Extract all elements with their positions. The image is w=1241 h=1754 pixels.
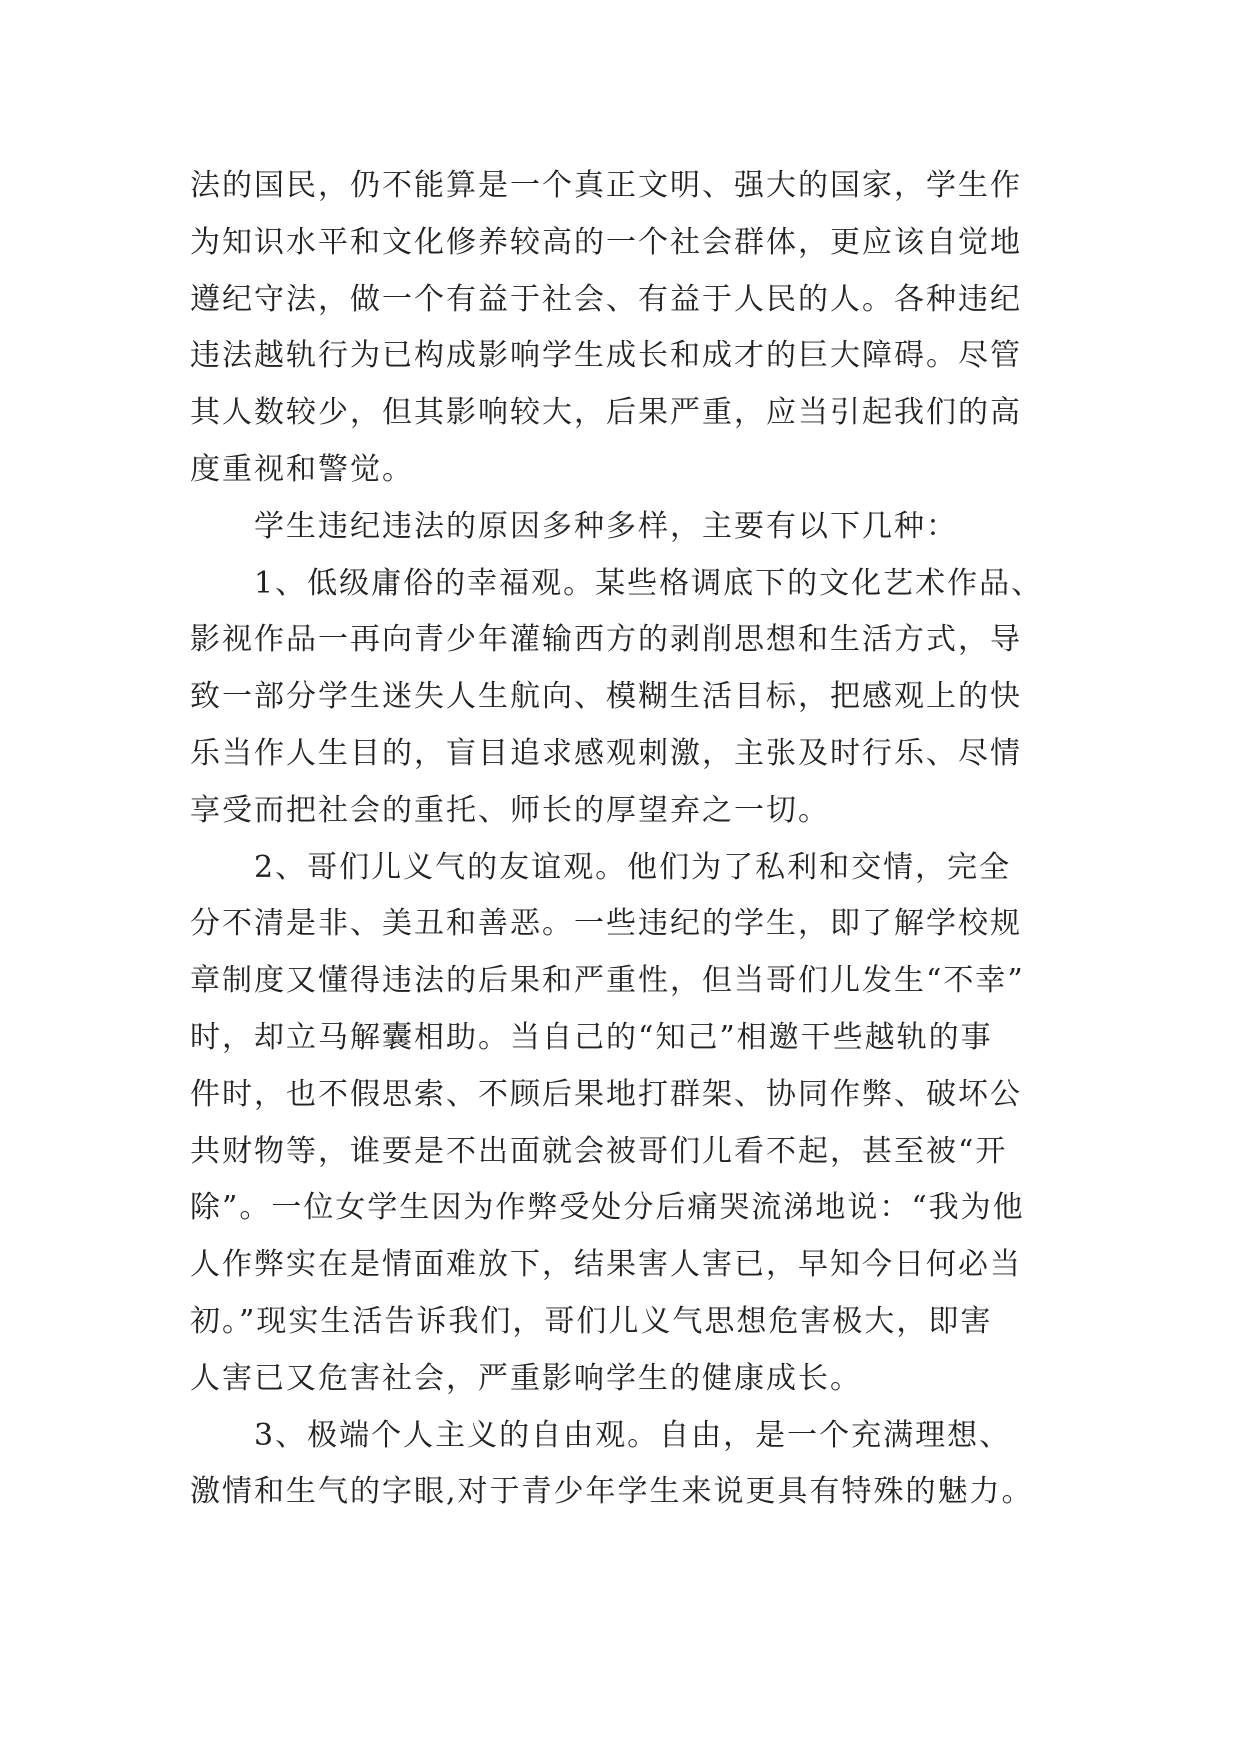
paragraph-cause-1 (190, 556, 1070, 840)
text-line: 除”。一位女学生因为作弊受处分后痛哭流涕地说：“我为他 (190, 1190, 1025, 1226)
document-body (190, 158, 1070, 1521)
text-line: 违法越轨行为已构成影响学生成长和成才的巨大障碍。尽管 (190, 338, 1022, 374)
text-line: 影视作品一再向青少年灌输西方的剥削思想和生活方式，导 (190, 622, 1022, 658)
text-line: 章制度又懂得违法的后果和严重性，但当哥们儿发生“不幸” (190, 963, 1025, 999)
text-line: 为知识水平和文化修养较高的一个社会群体，更应该自觉地 (190, 224, 1022, 260)
text-line: 件时，也不假思索、不顾后果地打群架、协同作弊、破坏公 (190, 1076, 1022, 1112)
text-line: 1、低级庸俗的幸福观。某些格调底下的文化艺术作品、 (254, 565, 1044, 601)
text-line: 2、哥们儿义气的友谊观。他们为了私利和交情，完全 (254, 849, 1012, 885)
text-line: 共财物等，谁要是不出面就会被哥们儿看不起，甚至被“开 (190, 1133, 1008, 1169)
paragraph-cause-3 (190, 1408, 1070, 1522)
text-line: 遵纪守法，做一个有益于社会、有益于人民的人。各种违纪 (190, 281, 1022, 317)
text-line: 致一部分学生迷失人生航向、模糊生活目标，把感观上的快 (190, 679, 1022, 715)
text-line: 乐当作人生目的，盲目追求感观刺激，主张及时行乐、尽情 (190, 735, 1022, 771)
paragraph-continuation (190, 158, 1070, 499)
text-line: 人害已又危害社会，严重影响学生的健康成长。 (190, 1360, 862, 1396)
paragraph-cause-2 (190, 840, 1070, 1408)
paragraph-causes-intro (190, 499, 1070, 556)
text-line: 激情和生气的字眼,对于青少年学生来说更具有特殊的魅力。 (190, 1474, 1034, 1510)
text-line: 其人数较少，但其影响较大，后果严重，应当引起我们的高 (190, 395, 1022, 431)
text-line: 人作弊实在是情面难放下，结果害人害已，早知今日何必当 (190, 1247, 1022, 1283)
text-line: 3、极端个人主义的自由观。自由，是一个充满理想、 (254, 1417, 1012, 1453)
text-line: 时，却立马解囊相助。当自己的“知己”相邀干些越轨的事 (190, 1019, 993, 1055)
text-line: 初。”现实生活告诉我们，哥们儿义气思想危害极大，即害 (190, 1303, 993, 1339)
text-line: 享受而把社会的重托、师长的厚望弃之一切。 (190, 792, 830, 828)
text-line: 法的国民，仍不能算是一个真正文明、强大的国家，学生作 (190, 168, 1022, 203)
text-line: 度重视和警觉。 (190, 451, 414, 487)
text-line: 学生违纪违法的原因多种多样，主要有以下几种： (254, 508, 958, 544)
text-line: 分不清是非、美丑和善恶。一些违纪的学生，即了解学校规 (190, 906, 1022, 942)
